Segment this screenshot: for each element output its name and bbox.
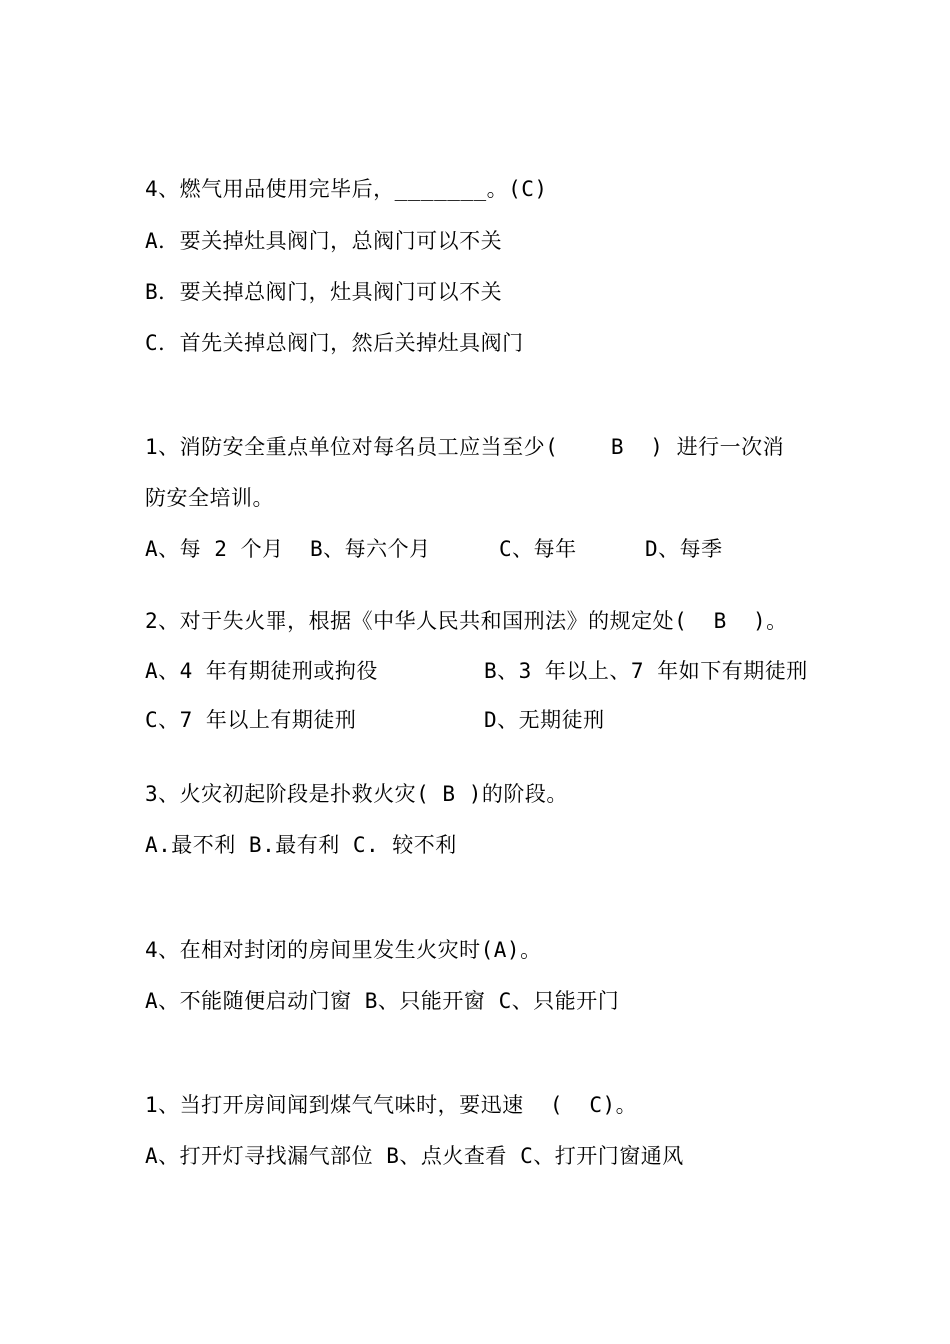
question-training-line2: 防安全培训。: [145, 486, 274, 510]
option-a: A．要关掉灶具阀门，总阀门可以不关: [145, 229, 503, 253]
question-training-line1: 1、消防安全重点单位对每名员工应当至少( B ) 进行一次消: [145, 435, 785, 459]
option-a: A、每 2 个月: [145, 537, 284, 561]
option-c: C、7 年以上有期徒刑: [145, 708, 357, 732]
option-d: D、无期徒刑: [484, 708, 605, 732]
option-b: B、3 年以上、7 年如下有期徒刑: [484, 659, 808, 683]
option-c: C．首先关掉总阀门，然后关掉灶具阀门: [145, 331, 524, 355]
option-b: B．要关掉总阀门，灶具阀门可以不关: [145, 280, 503, 304]
option-a: A、4 年有期徒刑或拘役: [145, 659, 378, 683]
question-gas-smell: 1、当打开房间闻到煤气气味时，要迅速 ( C)。: [145, 1093, 638, 1117]
question-arson: 2、对于失火罪，根据《中华人民共和国刑法》的规定处( B )。: [145, 609, 788, 633]
options-gas-smell: A、打开灯寻找漏气部位 B、点火查看 C、打开门窗通风: [145, 1144, 684, 1168]
question-closed-room: 4、在相对封闭的房间里发生火灾时(A)。: [145, 938, 542, 962]
options-closed-room: A、不能随便启动门窗 B、只能开窗 C、只能开门: [145, 989, 620, 1013]
options-initial-stage: A.最不利 B.最有利 C. 较不利: [145, 833, 457, 857]
question-initial-stage: 3、火灾初起阶段是扑救火灾( B )的阶段。: [145, 782, 568, 806]
option-d: D、每季: [645, 537, 723, 561]
option-b: B、每六个月: [310, 537, 431, 561]
question-gas-appliance: 4、燃气用品使用完毕后，_______。(C): [145, 177, 548, 201]
option-c: C、每年: [499, 537, 577, 561]
